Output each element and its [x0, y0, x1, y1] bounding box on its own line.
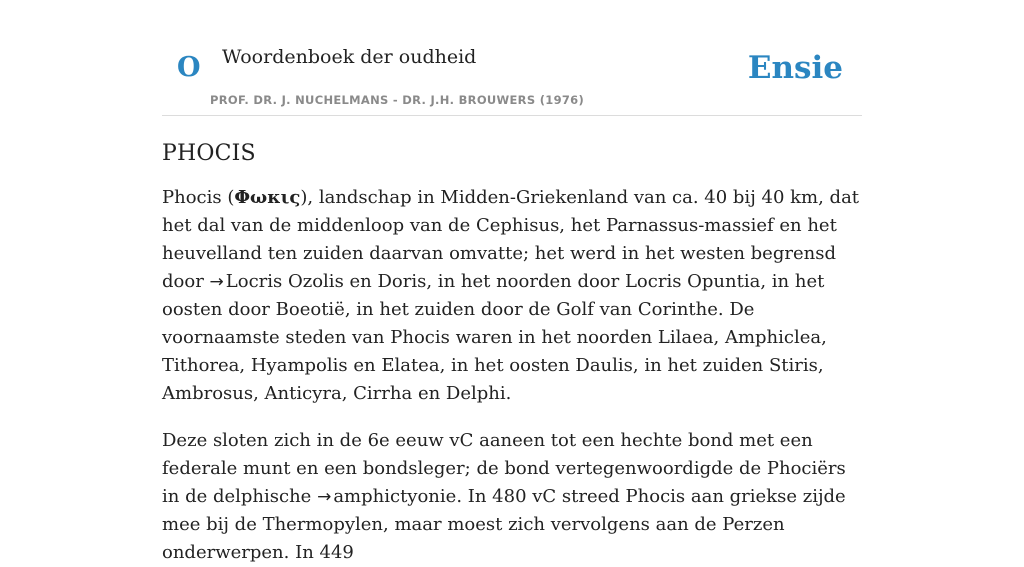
arrow-right-icon: → [317, 487, 332, 507]
xref-amphictyonie-link[interactable] [317, 486, 456, 507]
brand-logo[interactable]: Ensie [747, 50, 843, 86]
paragraph-2-text-b: . In 480 vC streed Phocis aan griekse zijde mee bij de Thermopylen, maar moest zich vervolgens aan de Perzen onderwerpen. In 449 [162, 486, 846, 563]
xref-locris-ozolis-link[interactable] [210, 271, 344, 292]
arrow-right-icon: → [209, 272, 224, 292]
paragraph-2 [162, 427, 862, 567]
greek-name: Φωκις [234, 187, 301, 208]
book-title-link[interactable]: Woordenboek der oudheid [222, 46, 477, 68]
xref-amphictyonie-label: amphictyonie [333, 486, 457, 507]
paragraph-1-text-a: Phocis ( [162, 187, 235, 208]
book-letter-icon[interactable]: O [177, 52, 201, 83]
paragraph-1-text-c: en Doris, in het noorden door Locris Opuntia, in het oosten door Boeotië, in het zuiden door de Golf van Corinthe. De voornaamste steden van Phocis waren in het noorden Lilaea, Amphiclea, Tithorea, Hyampolis en Elatea, in het oosten Daulis, in het zuiden Stiris, Ambrosus, Anticyra, Cirrha en Delphi. [162, 271, 827, 404]
header [162, 0, 862, 116]
page [162, 0, 862, 567]
book-authors: PROF. DR. J. NUCHELMANS - DR. J.H. BROUWERS (1976) [210, 93, 585, 107]
entry-title: PHOCIS [162, 141, 256, 166]
paragraph-1 [162, 184, 862, 408]
paragraph-2-text-a: Deze sloten zich in de 6e eeuw vC aaneen tot een hechte bond met een federale munt en een bondsleger; de bond vertegenwoordigde de Phociërs in de delphische [162, 430, 846, 507]
paragraph-1-text-b: ), landschap in Midden-Griekenland van ca. 40 bij 40 km, dat het dal van de middenloop van de Cephisus, het Parnassus-massief en het heuvelland ten zuiden daarvan omvatte; het werd in het westen begrensd door [162, 187, 860, 292]
xref-locris-ozolis-label: Locris Ozolis [225, 271, 344, 292]
